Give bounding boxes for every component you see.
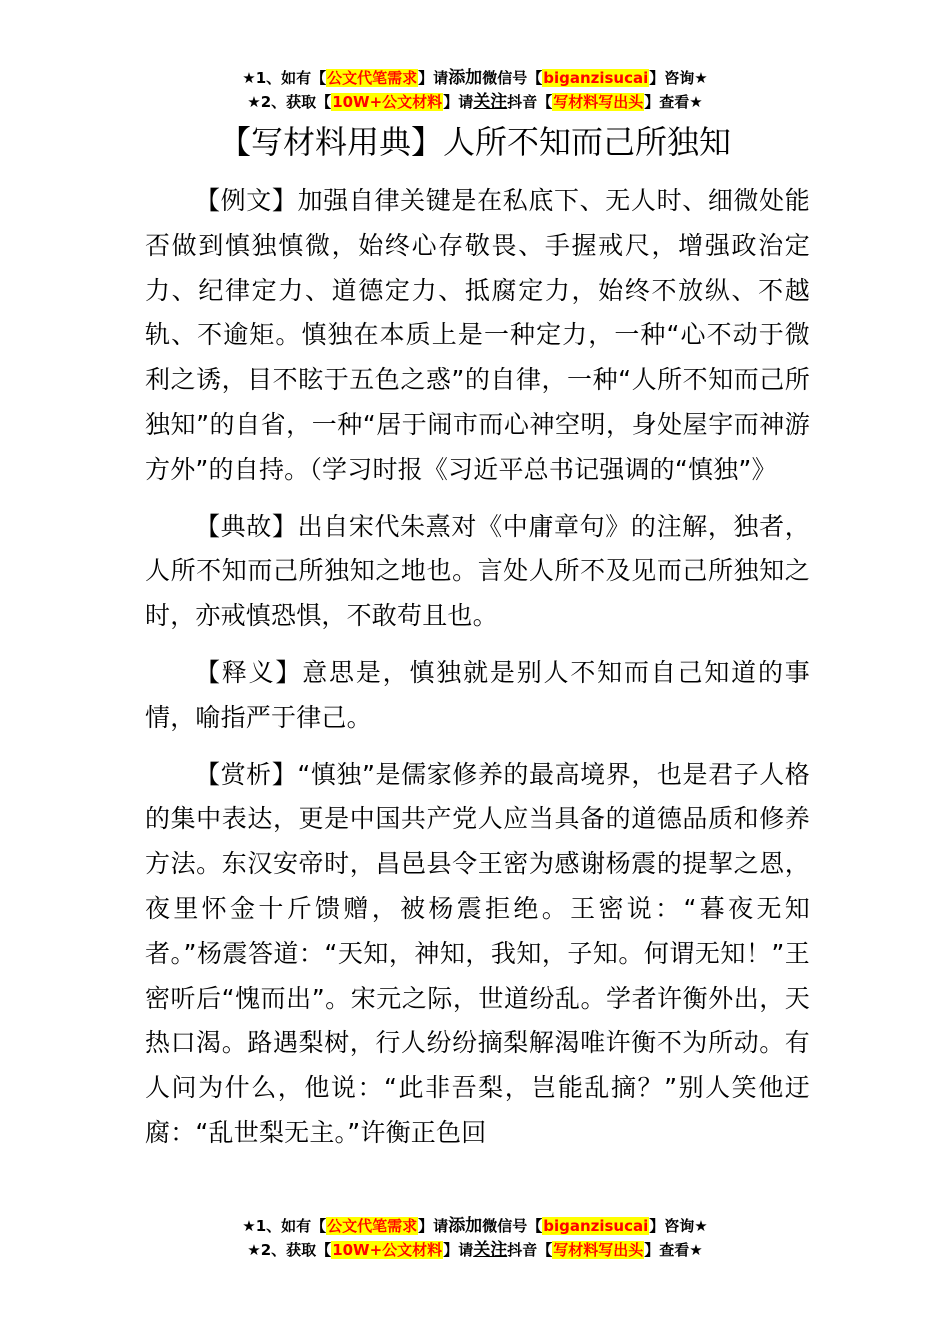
paragraph-appreciation: 【赏析】“慎独”是儒家修养的最高境界，也是君子人格的集中表达，更是中国共产党人应当具备的道德品质和修养方法。东汉安帝时，昌邑县令王密为感谢杨震的提挈之恩，夜里怀金十斤馈赠，被杨震拒绝。王密说：“暮夜无知者。”杨震答道：“天知，神知，我知，子知。何谓无知！”王密听后“愧而出”。宋元之际，世道纷乱。学者许衡外出，天热口渴。路遇梨树，行人纷纷摘梨解渴唯许衡不为所动。有人问为什么，他说：“此非吾梨，岂能乱摘？”别人笑他迂腐：“乱世梨无主。”许衡正色回 <box>145 759 810 1147</box>
footer-text-emphasis: 添加 <box>448 1216 483 1236</box>
header-line-1 <box>0 66 950 90</box>
highlight-wechat-id: biganzisucai <box>543 1217 649 1235</box>
header-text: 】咨询★ <box>649 69 708 87</box>
header-text: 微信号【 <box>482 69 543 87</box>
footer-text: 】请 <box>418 1217 449 1235</box>
highlight-douyin-account: 写材料写出头 <box>553 93 644 111</box>
footer-banner <box>0 1214 950 1262</box>
footer-text: 】咨询★ <box>649 1217 708 1235</box>
header-text: 】请 <box>443 93 474 111</box>
header-text: 】请 <box>418 69 449 87</box>
document-body <box>145 179 810 1168</box>
header-text-emphasis: 添加 <box>448 68 483 88</box>
header-text: 】查看★ <box>644 93 703 111</box>
footer-text: ★1、如有【 <box>242 1217 327 1235</box>
footer-line-2 <box>0 1238 950 1262</box>
footer-text: 】请 <box>443 1241 474 1259</box>
footer-text: 】查看★ <box>644 1241 703 1259</box>
footer-text-underline: 关注 <box>473 1240 508 1260</box>
paragraph-example: 【例文】加强自律关键是在私底下、无人时、细微处能否做到慎独慎微，始终心存敬畏、手握戒尺，增强政治定力、纪律定力、道德定力、抵腐定力，始终不放纵、不越轨、不逾矩。慎独在本质上是一种定力，一种“心不动于微利之诱，目不眩于五色之惑”的自律，一种“人所不知而己所独知”的自省，一种“居于闹市而心神空明，身处屋宇而神游方外”的自持。（学习时报《习近平总书记强调的“慎独”》 <box>145 186 810 484</box>
highlight-douyin-account: 写材料写出头 <box>553 1241 644 1259</box>
highlight-ghostwriting: 公文代笔需求 <box>327 1217 418 1235</box>
highlight-materials: 10W+公文材料 <box>332 1241 443 1259</box>
header-text: ★2、获取【 <box>247 93 332 111</box>
header-banner <box>0 66 950 114</box>
highlight-wechat-id: biganzisucai <box>543 69 649 87</box>
highlight-ghostwriting: 公文代笔需求 <box>327 69 418 87</box>
footer-text: 微信号【 <box>482 1217 543 1235</box>
header-text: ★1、如有【 <box>242 69 327 87</box>
paragraph-allusion: 【典故】出自宋代朱熹对《中庸章句》的注解，独者，人所不知而己所独知之地也。言处人所不及见而己所独知之时，亦戒慎恐惧，不敢苟且也。 <box>145 511 810 631</box>
paragraph-meaning: 【释义】意思是，慎独就是别人不知而自己知道的事情，喻指严于律己。 <box>145 657 810 732</box>
footer-line-1 <box>0 1214 950 1238</box>
header-line-2 <box>0 90 950 114</box>
document-title: 【写材料用典】人所不知而己所独知 <box>218 123 731 161</box>
highlight-materials: 10W+公文材料 <box>332 93 443 111</box>
footer-text: ★2、获取【 <box>247 1241 332 1259</box>
header-text: 抖音【 <box>507 93 553 111</box>
footer-text: 抖音【 <box>507 1241 553 1259</box>
header-text-underline: 关注 <box>473 92 508 112</box>
